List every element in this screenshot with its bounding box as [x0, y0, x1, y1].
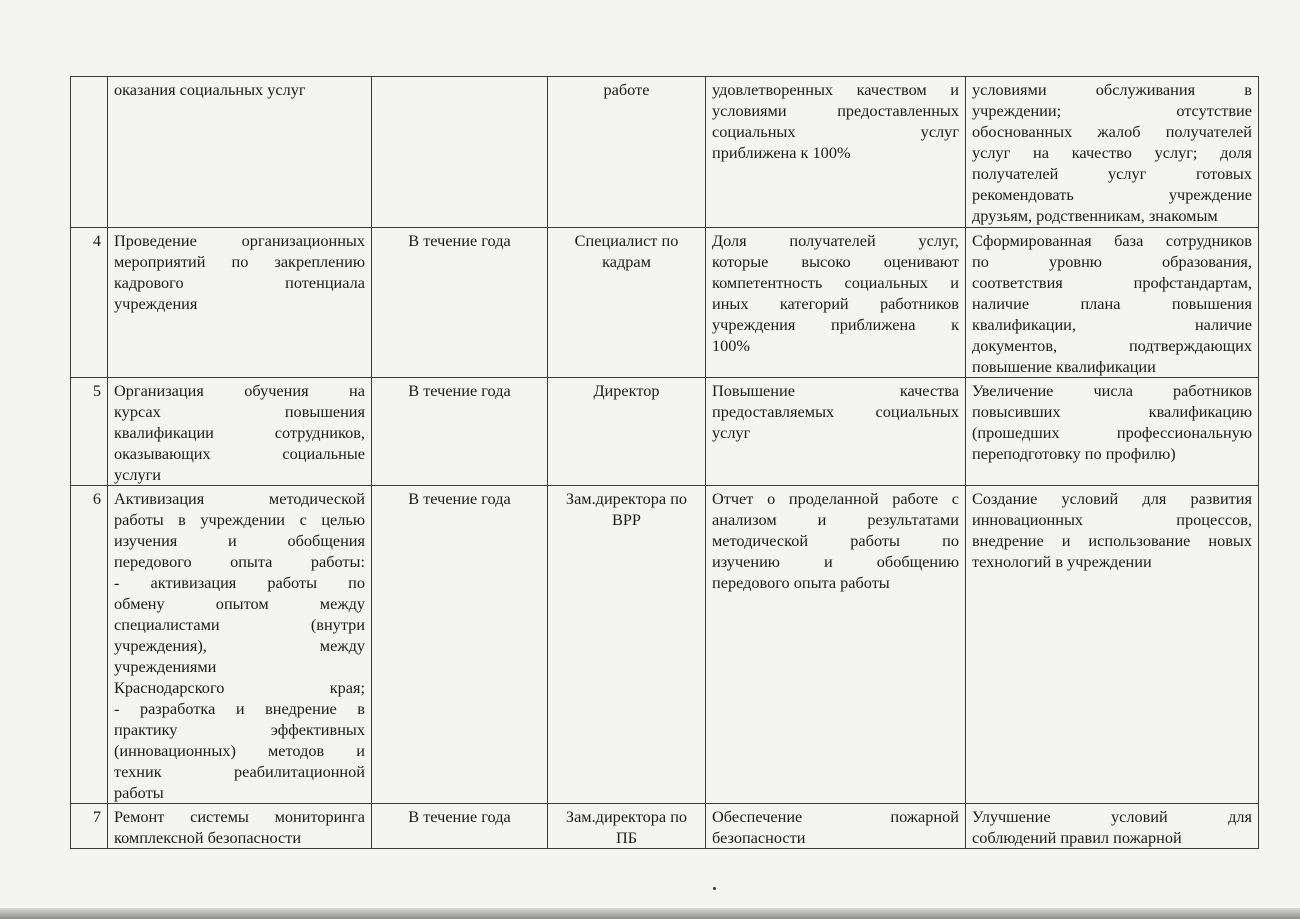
indicator-cell — [706, 378, 966, 486]
cell-line: Организация обучения на — [114, 381, 365, 400]
cell-line: изучению и обобщению — [712, 552, 959, 571]
cell-line: услуг на качество услуг; доля — [972, 143, 1252, 162]
cell-line: 100% — [712, 336, 750, 355]
cell-line: комплексной безопасности — [114, 828, 302, 847]
cell-line: рекомендовать учреждение — [972, 185, 1252, 204]
cell-line: документов, подтверждающих — [972, 336, 1252, 355]
cell-line: практику эффективных — [114, 720, 365, 739]
row-number: 7 — [71, 804, 108, 849]
cell-line: технологий в учреждении — [972, 552, 1152, 571]
cell-line: обоснованных жалоб получателей — [972, 122, 1252, 141]
cell-line: изучения и обобщения — [114, 531, 365, 550]
cell-line: учреждения), между — [114, 636, 365, 655]
cell-line: внедрение и использование новых — [972, 531, 1252, 550]
indicator-cell — [706, 228, 966, 378]
activity-cell — [108, 77, 372, 228]
cell-line: условиями предоставленных — [712, 101, 959, 120]
cell-line: Сформированная база сотрудников — [972, 231, 1252, 250]
indicator-cell — [706, 486, 966, 804]
cell-line: квалификации сотрудников, — [114, 423, 365, 442]
cell-line: Ремонт системы мониторинга — [114, 807, 365, 826]
cell-line: передового опыта работы — [712, 573, 890, 592]
scan-speck — [713, 887, 716, 890]
table-row — [71, 804, 1259, 849]
table-row — [71, 228, 1259, 378]
deadline-cell: В течение года — [372, 804, 548, 849]
cell-line: компетентность социальных и — [712, 273, 959, 292]
table-row — [71, 486, 1259, 804]
cell-line: передового опыта работы: — [114, 552, 365, 571]
cell-line: иных категорий работников — [712, 294, 959, 313]
cell-line: друзьям, родственникам, знакомым — [972, 206, 1218, 225]
cell-line: курсах повышения — [114, 402, 365, 421]
cell-line: социальных услуг — [712, 122, 959, 141]
cell-line: наличие плана повышения — [972, 294, 1252, 313]
cell-line: Повышение качества — [712, 381, 959, 400]
result-cell — [966, 228, 1259, 378]
cell-line: приближена к 100% — [712, 143, 851, 162]
result-cell — [966, 378, 1259, 486]
responsible-cell: Зам.директора по ВРР — [548, 486, 706, 804]
cell-line: условиями обслуживания в — [972, 80, 1252, 99]
cell-line: (инновационных) методов и — [114, 741, 365, 760]
cell-line: услуг — [712, 423, 751, 442]
cell-line: получателей услуг готовых — [972, 164, 1252, 183]
deadline-cell — [372, 77, 548, 228]
activity-cell — [108, 228, 372, 378]
cell-line: повышение квалификации — [972, 357, 1156, 376]
cell-line: оказания социальных услуг — [114, 80, 306, 99]
cell-line: - активизация работы по — [114, 573, 365, 592]
cell-line: переподготовку по профилю) — [972, 444, 1176, 463]
cell-line: техник реабилитационной — [114, 762, 365, 781]
cell-line: Доля получателей услуг, — [712, 231, 959, 250]
cell-line: Улучшение условий для — [972, 807, 1252, 826]
cell-line: соответствия профстандартам, — [972, 273, 1252, 292]
cell-line: Увеличение числа работников — [972, 381, 1252, 400]
row-number: 6 — [71, 486, 108, 804]
cell-line: предоставляемых социальных — [712, 402, 959, 421]
cell-line: обмену опытом между — [114, 594, 365, 613]
deadline-cell: В течение года — [372, 486, 548, 804]
cell-line: Активизация методической — [114, 489, 365, 508]
cell-line: учреждения приближена к — [712, 315, 959, 334]
row-number — [71, 77, 108, 228]
cell-line: работы — [114, 783, 164, 802]
table-row — [71, 378, 1259, 486]
cell-line: - разработка и внедрение в — [114, 699, 365, 718]
result-cell — [966, 77, 1259, 228]
table-row — [71, 77, 1259, 228]
cell-line: Отчет о проделанной работе с — [712, 489, 959, 508]
cell-line: Создание условий для развития — [972, 489, 1252, 508]
cell-line: работы в учреждении с целью — [114, 510, 365, 529]
cell-line: (прошедших профессиональную — [972, 423, 1252, 442]
cell-line: удовлетворенных качеством и — [712, 80, 959, 99]
cell-line: методической работы по — [712, 531, 959, 550]
cell-line: учреждениями — [114, 657, 217, 676]
responsible-cell: Зам.директора по ПБ — [548, 804, 706, 849]
result-cell — [966, 804, 1259, 849]
cell-line: кадрового потенциала — [114, 273, 365, 292]
row-number: 5 — [71, 378, 108, 486]
cell-line: инновационных процессов, — [972, 510, 1252, 529]
activity-cell — [108, 378, 372, 486]
responsible-cell: Директор — [548, 378, 706, 486]
row-number: 4 — [71, 228, 108, 378]
cell-line: которые высоко оценивают — [712, 252, 959, 271]
indicator-cell — [706, 77, 966, 228]
responsible-cell: работе — [548, 77, 706, 228]
cell-line: учреждения — [114, 294, 198, 313]
cell-line: Обеспечение пожарной — [712, 807, 959, 826]
indicator-cell — [706, 804, 966, 849]
activity-cell — [108, 486, 372, 804]
cell-line: соблюдений правил пожарной — [972, 828, 1182, 847]
cell-line: квалификации, наличие — [972, 315, 1252, 334]
cell-line: безопасности — [712, 828, 806, 847]
responsible-cell: Специалист по кадрам — [548, 228, 706, 378]
deadline-cell: В течение года — [372, 378, 548, 486]
cell-line: повысивших квалификацию — [972, 402, 1252, 421]
cell-line: мероприятий по закреплению — [114, 252, 365, 271]
deadline-cell: В течение года — [372, 228, 548, 378]
cell-line: по уровню образования, — [972, 252, 1252, 271]
cell-line: Краснодарского края; — [114, 678, 365, 697]
cell-line: услуги — [114, 465, 162, 484]
cell-line: Проведение организационных — [114, 231, 365, 250]
scan-edge — [0, 908, 1300, 919]
cell-line: анализом и результатами — [712, 510, 959, 529]
cell-line: оказывающих социальные — [114, 444, 365, 463]
cell-line: специалистами (внутри — [114, 615, 365, 634]
result-cell — [966, 486, 1259, 804]
cell-line: учреждении; отсутствие — [972, 101, 1252, 120]
activity-cell — [108, 804, 372, 849]
plan-table — [70, 76, 1259, 849]
